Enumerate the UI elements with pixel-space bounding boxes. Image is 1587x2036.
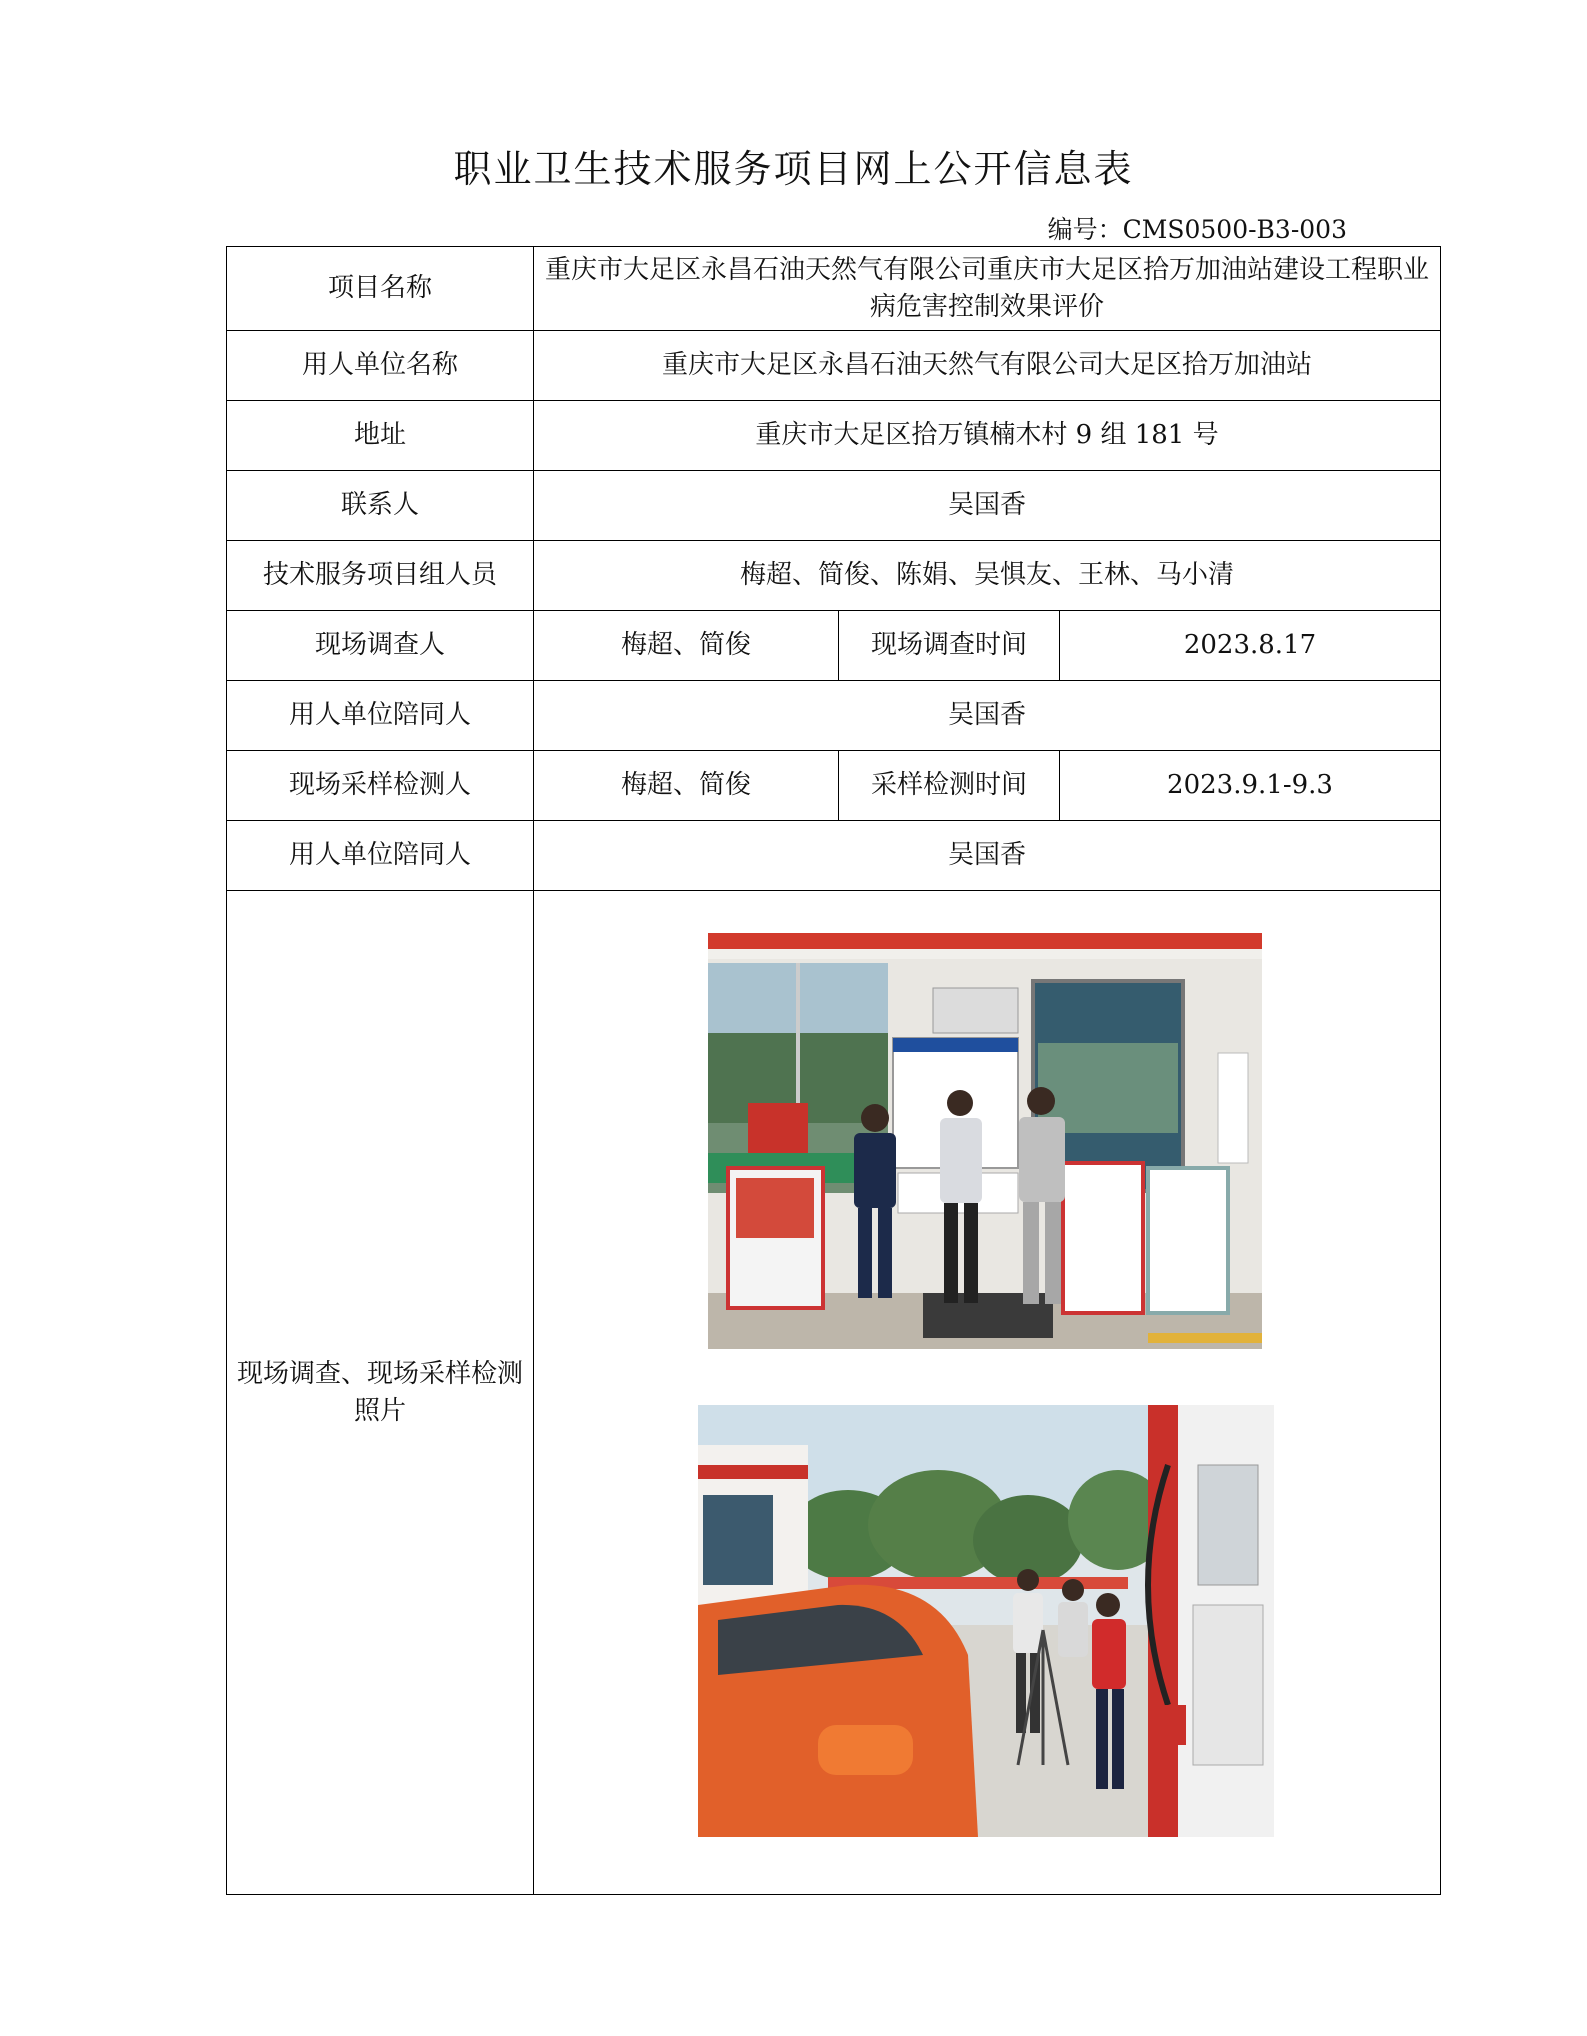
label-project-name: 项目名称 bbox=[227, 247, 534, 331]
site-survey-photo-illustration bbox=[708, 933, 1262, 1349]
label-address: 地址 bbox=[227, 401, 534, 471]
label-survey-person: 现场调查人 bbox=[227, 611, 534, 681]
label-photos: 现场调查、现场采样检测照片 bbox=[227, 891, 534, 1895]
row-address bbox=[227, 401, 1441, 471]
value-sampling-person: 梅超、简俊 bbox=[534, 751, 839, 821]
row-photos bbox=[227, 891, 1441, 1895]
value-survey-person: 梅超、简俊 bbox=[534, 611, 839, 681]
value-project-name: 重庆市大足区永昌石油天然气有限公司重庆市大足区拾万加油站建设工程职业病危害控制效果评价 bbox=[534, 247, 1441, 331]
row-employer-name bbox=[227, 331, 1441, 401]
label-employer-name: 用人单位名称 bbox=[227, 331, 534, 401]
label-survey-escort: 用人单位陪同人 bbox=[227, 681, 534, 751]
label-survey-time: 现场调查时间 bbox=[839, 611, 1060, 681]
sampling-photo bbox=[698, 1405, 1274, 1837]
value-team: 梅超、简俊、陈娟、吴惧友、王林、马小清 bbox=[534, 541, 1441, 611]
document-number: 编号：CMS0500-B3-003 bbox=[1047, 215, 1347, 244]
label-team: 技术服务项目组人员 bbox=[227, 541, 534, 611]
row-sampling bbox=[227, 751, 1441, 821]
value-employer-name: 重庆市大足区永昌石油天然气有限公司大足区拾万加油站 bbox=[534, 331, 1441, 401]
row-sampling-escort bbox=[227, 821, 1441, 891]
site-survey-photo bbox=[708, 933, 1262, 1349]
label-sampling-escort: 用人单位陪同人 bbox=[227, 821, 534, 891]
row-contact bbox=[227, 471, 1441, 541]
value-address: 重庆市大足区拾万镇楠木村 9 组 181 号 bbox=[534, 401, 1441, 471]
value-survey-time: 2023.8.17 bbox=[1060, 611, 1441, 681]
row-survey bbox=[227, 611, 1441, 681]
label-contact: 联系人 bbox=[227, 471, 534, 541]
label-sampling-time: 采样检测时间 bbox=[839, 751, 1060, 821]
value-contact: 吴国香 bbox=[534, 471, 1441, 541]
value-sampling-time: 2023.9.1-9.3 bbox=[1060, 751, 1441, 821]
row-team bbox=[227, 541, 1441, 611]
label-sampling-person: 现场采样检测人 bbox=[227, 751, 534, 821]
value-survey-escort: 吴国香 bbox=[534, 681, 1441, 751]
info-table bbox=[226, 246, 1441, 1895]
page-title: 职业卫生技术服务项目网上公开信息表 bbox=[453, 147, 1134, 191]
photos-cell bbox=[534, 891, 1441, 1895]
row-survey-escort bbox=[227, 681, 1441, 751]
value-sampling-escort: 吴国香 bbox=[534, 821, 1441, 891]
sampling-photo-illustration bbox=[698, 1405, 1274, 1837]
row-project-name bbox=[227, 247, 1441, 331]
